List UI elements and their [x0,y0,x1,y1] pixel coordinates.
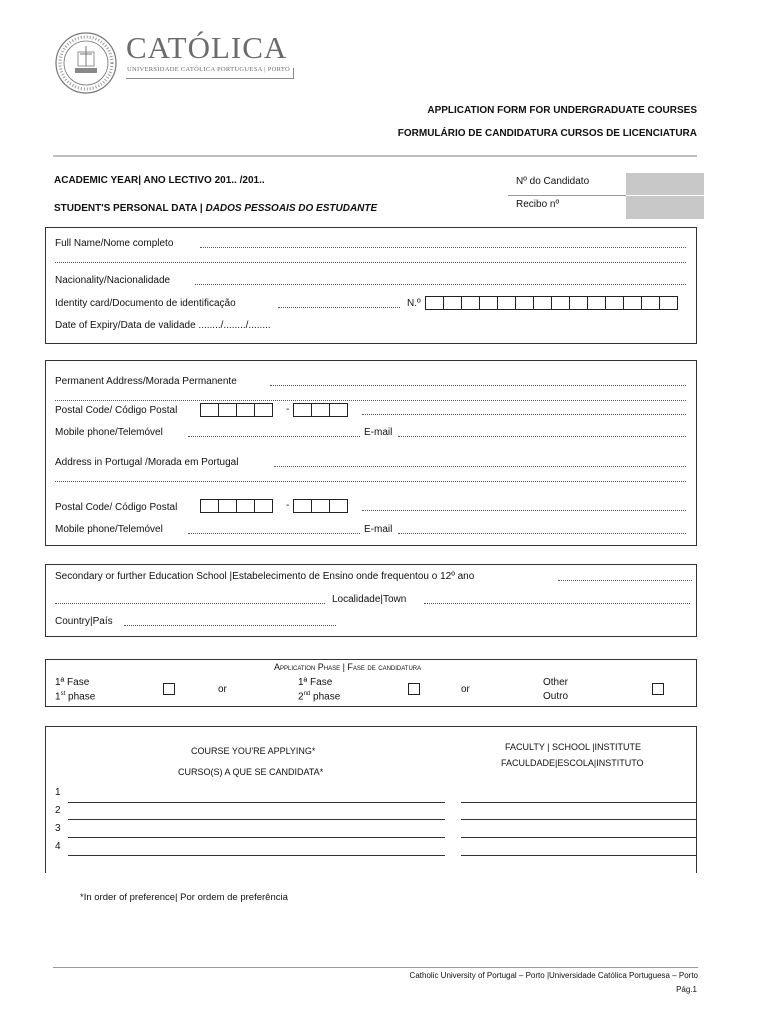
secondary-school-field[interactable] [558,580,692,581]
postal-locality-field-1[interactable] [362,414,686,415]
phase-heading: Application Phase | Fase de candidatura [274,662,422,672]
id-number-cells[interactable] [426,296,678,310]
course-field-3[interactable] [68,837,445,838]
university-seal-icon [55,32,117,94]
header-divider [53,155,697,157]
course-row-number: 1 [55,787,61,798]
email-label-2: E-mail [364,524,393,535]
postal-code-cells-1b[interactable] [294,403,348,417]
faculty-heading-pt: FACULDADE|ESCOLA|INSTITUTO [501,758,644,768]
course-field-4[interactable] [68,855,445,856]
permanent-address-label: Permanent Address/Morada Permanente [55,376,237,387]
course-field-2[interactable] [68,819,445,820]
address-section [45,360,697,546]
mobile-field-2[interactable] [188,533,360,534]
country-label: Country|País [55,616,113,627]
phase-other-en: Other [543,677,569,688]
phase-or-1: or [218,684,227,695]
country-field[interactable] [124,625,336,626]
locality-field[interactable] [424,603,690,604]
phase-second-checkbox[interactable] [408,683,420,695]
secondary-school-field-line2[interactable] [55,603,325,604]
receipt-no-label: Recibo nº [516,199,560,210]
full-name-field[interactable] [200,247,686,248]
preference-note: *In order of preference| Por ordem de preferência [80,892,288,903]
mobile-label-1: Mobile phone/Telemóvel [55,427,163,438]
faculty-heading-en: FACULTY | SCHOOL |INSTITUTE [505,742,642,752]
permanent-address-field[interactable] [270,385,686,386]
mobile-field-1[interactable] [188,436,360,437]
permanent-address-field-line2[interactable] [55,400,686,401]
candidate-divider [508,195,626,196]
page-number: Pág.1 [676,985,697,994]
logo-wordmark: CATÓLICA [126,30,288,65]
email-field-1[interactable] [398,436,686,437]
form-title-en: APPLICATION FORM FOR UNDERGRADUATE COURSES [427,105,697,116]
email-label-1: E-mail [364,427,393,438]
locality-label: Localidade|Town [332,594,407,605]
id-no-label: N.º [407,298,421,309]
postal-code-label-1: Postal Code/ Código Postal [55,405,178,416]
phase-other-checkbox[interactable] [652,683,664,695]
faculty-field-3[interactable] [461,837,697,838]
nationality-label: Nacionality/Nacionalidade [55,275,171,286]
mobile-label-2: Mobile phone/Telemóvel [55,524,163,535]
course-field-1[interactable] [68,802,445,803]
phase-second-pt: 1ª Fase [298,677,333,688]
expiry-date-label: Date of Expiry/Data de validade ......../......../........ [55,320,271,331]
postal-code-cells-1a[interactable] [201,403,273,417]
faculty-field-2[interactable] [461,819,697,820]
phase-other-pt: Outro [543,691,569,702]
email-field-2[interactable] [398,533,686,534]
postal-code-cells-2b[interactable] [294,499,348,513]
portugal-address-field[interactable] [274,466,686,467]
postal-code-label-2: Postal Code/ Código Postal [55,502,178,513]
candidate-no-label-box: Nº do Candidato [508,171,626,194]
phase-second-en: 2nd phase [298,691,341,703]
candidate-no-field[interactable] [626,173,704,195]
id-card-label: Identity card/Documento de identificação [55,298,236,309]
nationality-field[interactable] [195,284,686,285]
academic-year-label: ACADEMIC YEAR| ANO LECTIVO 201.. /201.. [54,175,265,186]
personal-data-label: STUDENT'S PERSONAL DATA | DADOS PESSOAIS DO ESTUDANTE [54,203,378,214]
course-row-number: 4 [55,841,61,852]
logo-subtitle: UNIVERSIDADE CATÓLICA PORTUGUESA | PORTO [127,66,290,73]
full-name-field-line2[interactable] [55,262,686,263]
logo-tick [293,68,294,78]
phase-first-pt: 1ª Fase [55,677,90,688]
portugal-address-label: Address in Portugal /Morada em Portugal [55,457,239,468]
receipt-no-field[interactable] [626,196,704,219]
course-heading-en: COURSE YOU'RE APPLYING* [191,746,316,756]
faculty-field-1[interactable] [461,802,697,803]
form-title-pt: FORMULÁRIO DE CANDIDATURA CURSOS DE LICENCIATURA [397,128,697,139]
postal-locality-field-2[interactable] [362,510,686,511]
id-card-type-field[interactable] [278,307,400,308]
course-row-number: 2 [55,805,61,816]
course-row-number: 3 [55,823,61,834]
portugal-address-field-line2[interactable] [55,481,686,482]
logo-underline [126,78,294,79]
footer-divider [53,967,698,968]
postal-code-cells-2a[interactable] [201,499,273,513]
phase-or-2: or [461,684,470,695]
faculty-field-4[interactable] [461,855,697,856]
phase-first-checkbox[interactable] [163,683,175,695]
full-name-label: Full Name/Nome completo [55,238,174,249]
secondary-school-label: Secondary or further Education School |Estabelecimento de Ensino onde frequentou o 12º ano [55,571,475,582]
course-heading-pt: CURSO(S) A QUE SE CANDIDATA* [178,767,324,777]
footer-text: Catholic University of Portugal – Porto |Universidade Católica Portuguesa – Porto [409,971,698,980]
phase-first-en: 1st phase [55,691,96,703]
